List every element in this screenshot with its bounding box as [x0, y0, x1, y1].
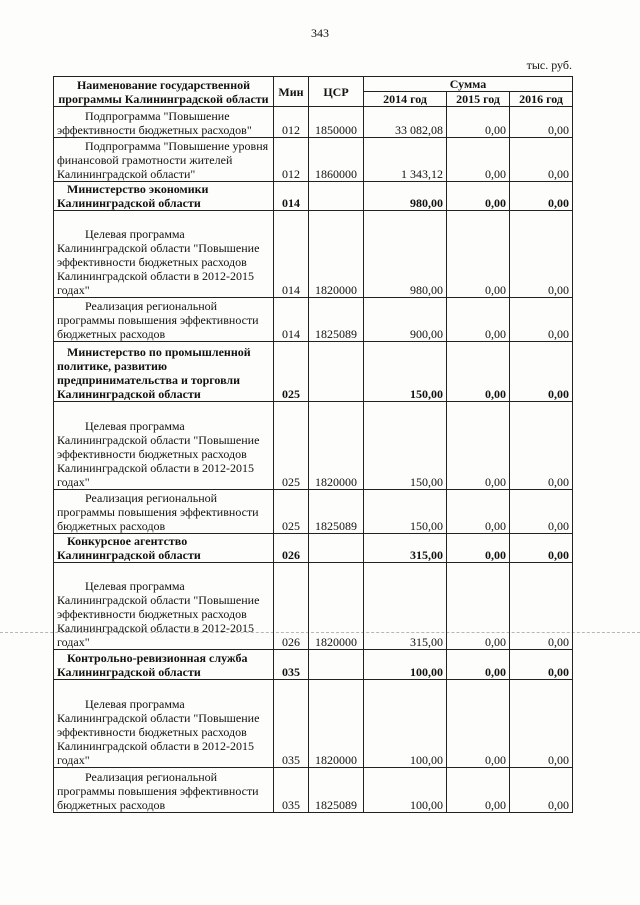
row-2014: 100,00: [364, 680, 447, 768]
table-row: [54, 680, 573, 768]
row-csr: 1825089: [309, 298, 364, 342]
row-min: 026: [274, 563, 309, 650]
row-2016: 0,00: [510, 650, 573, 680]
table-row: [54, 298, 573, 342]
row-csr: [309, 650, 364, 680]
row-min: 035: [274, 768, 309, 813]
row-name: Целевая программа Калининградской области "Повышение эффективности бюджетных расходов Калининградской области в 2012-2015 годах": [54, 402, 274, 490]
header-sum: Сумма: [364, 77, 573, 92]
row-name: Министерство по промышленной политике, развитию предпринимательства и торговли Калининградской области: [54, 342, 274, 402]
row-csr: 1825089: [309, 768, 364, 813]
table-row: [54, 342, 573, 402]
row-2014: 33 082,08: [364, 107, 447, 138]
row-min: 025: [274, 402, 309, 490]
row-2016: 0,00: [510, 298, 573, 342]
row-2016: 0,00: [510, 680, 573, 768]
row-name: Реализация региональной программы повышения эффективности бюджетных расходов: [54, 298, 274, 342]
row-2016: 0,00: [510, 107, 573, 138]
table-row: [54, 107, 573, 138]
row-2014: 315,00: [364, 534, 447, 563]
units-label: тыс. руб.: [526, 58, 572, 72]
row-2016: 0,00: [510, 138, 573, 182]
header-2015: 2015 год: [447, 92, 510, 107]
row-csr: [309, 534, 364, 563]
table-row: [54, 768, 573, 813]
table-row: [54, 650, 573, 680]
row-2014: 100,00: [364, 650, 447, 680]
row-2015: 0,00: [447, 563, 510, 650]
row-2015: 0,00: [447, 298, 510, 342]
row-csr: 1850000: [309, 107, 364, 138]
table-row: [54, 490, 573, 534]
row-csr: 1860000: [309, 138, 364, 182]
header-2016: 2016 год: [510, 92, 573, 107]
row-2014: 150,00: [364, 342, 447, 402]
row-name: Контрольно-ревизионная служба Калининградской области: [54, 650, 274, 680]
row-name: Подпрограмма "Повышение уровня финансовой грамотности жителей Калининградской области": [54, 138, 274, 182]
row-csr: [309, 342, 364, 402]
row-2016: 0,00: [510, 490, 573, 534]
row-min: 035: [274, 680, 309, 768]
row-2014: 980,00: [364, 211, 447, 298]
row-2014: 1 343,12: [364, 138, 447, 182]
row-csr: 1820000: [309, 211, 364, 298]
table-row: [54, 563, 573, 650]
row-2014: 100,00: [364, 768, 447, 813]
row-name: Реализация региональной программы повышения эффективности бюджетных расходов: [54, 768, 274, 813]
row-name: Целевая программа Калининградской области "Повышение эффективности бюджетных расходов Калининградской области в 2012-2015 годах": [54, 563, 274, 650]
row-2015: 0,00: [447, 680, 510, 768]
row-2015: 0,00: [447, 768, 510, 813]
table-row: [54, 138, 573, 182]
row-csr: 1820000: [309, 563, 364, 650]
row-name: Министерство экономики Калининградской области: [54, 182, 274, 211]
row-2015: 0,00: [447, 138, 510, 182]
row-2015: 0,00: [447, 182, 510, 211]
row-2014: 315,00: [364, 563, 447, 650]
table-row: [54, 211, 573, 298]
row-csr: 1820000: [309, 402, 364, 490]
row-min: 012: [274, 138, 309, 182]
row-min: 025: [274, 342, 309, 402]
row-2016: 0,00: [510, 563, 573, 650]
row-2015: 0,00: [447, 107, 510, 138]
row-name: Целевая программа Калининградской области "Повышение эффективности бюджетных расходов Калининградской области в 2012-2015 годах": [54, 211, 274, 298]
row-2016: 0,00: [510, 402, 573, 490]
row-2014: 900,00: [364, 298, 447, 342]
row-min: 012: [274, 107, 309, 138]
header-name: Наименование государственной программы Калининградской области: [54, 77, 274, 107]
row-2014: 150,00: [364, 490, 447, 534]
row-2016: 0,00: [510, 768, 573, 813]
row-2015: 0,00: [447, 211, 510, 298]
row-csr: 1825089: [309, 490, 364, 534]
row-2015: 0,00: [447, 650, 510, 680]
row-2016: 0,00: [510, 534, 573, 563]
row-2015: 0,00: [447, 342, 510, 402]
row-2015: 0,00: [447, 402, 510, 490]
header-2014: 2014 год: [364, 92, 447, 107]
row-min: 014: [274, 298, 309, 342]
row-csr: 1820000: [309, 680, 364, 768]
row-min: 026: [274, 534, 309, 563]
row-min: 014: [274, 211, 309, 298]
row-2015: 0,00: [447, 490, 510, 534]
row-2015: 0,00: [447, 534, 510, 563]
row-name: Реализация региональной программы повышения эффективности бюджетных расходов: [54, 490, 274, 534]
row-name: Подпрограмма "Повышение эффективности бюджетных расходов": [54, 107, 274, 138]
row-2014: 150,00: [364, 402, 447, 490]
row-min: 014: [274, 182, 309, 211]
row-name: Конкурсное агентство Калининградской области: [54, 534, 274, 563]
row-2016: 0,00: [510, 211, 573, 298]
row-2016: 0,00: [510, 342, 573, 402]
header-min: Мин: [274, 77, 309, 107]
page-number: 343: [311, 26, 329, 40]
row-csr: [309, 182, 364, 211]
table-row: [54, 402, 573, 490]
row-name: Целевая программа Калининградской области "Повышение эффективности бюджетных расходов Калининградской области в 2012-2015 годах": [54, 680, 274, 768]
row-min: 035: [274, 650, 309, 680]
budget-table: [53, 76, 573, 813]
header-csr: ЦСР: [309, 77, 364, 107]
row-min: 025: [274, 490, 309, 534]
row-2016: 0,00: [510, 182, 573, 211]
table-row: [54, 534, 573, 563]
row-2014: 980,00: [364, 182, 447, 211]
table-row: [54, 182, 573, 211]
